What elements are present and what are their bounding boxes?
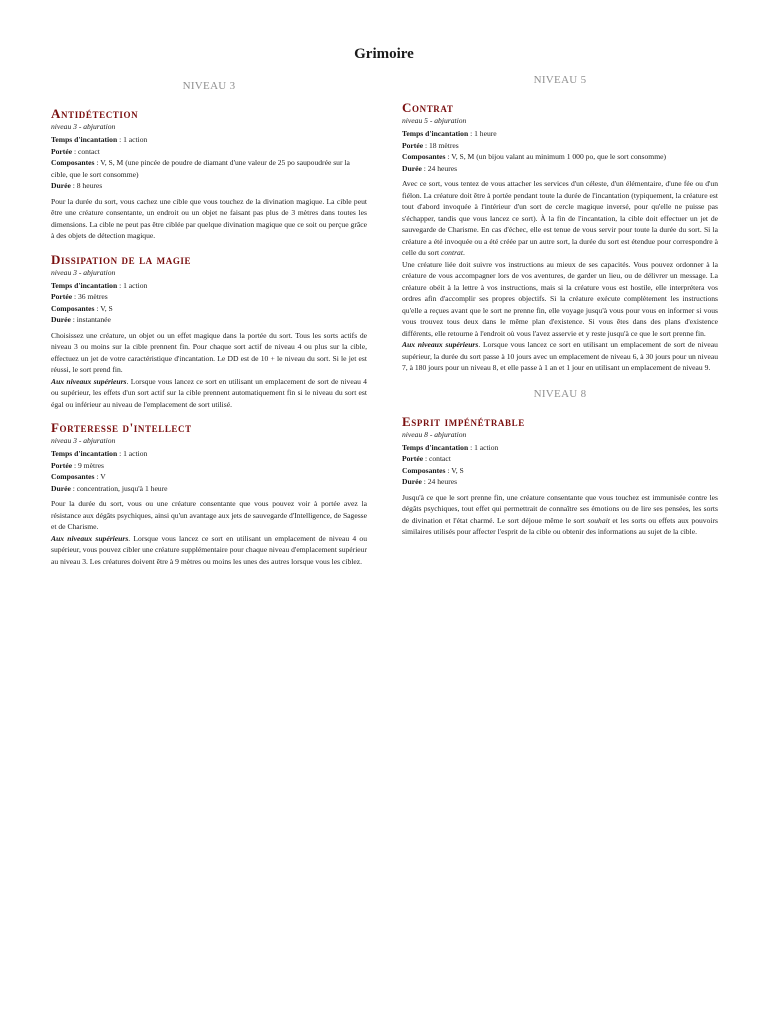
left-column xyxy=(51,74,367,577)
spell-entry xyxy=(51,252,367,411)
spell-school: niveau 5 - abjuration xyxy=(402,116,467,125)
spell-title: Forteresse d'intellect xyxy=(51,420,192,435)
components: Composantes : V xyxy=(51,472,106,481)
duration: Durée : instantanée xyxy=(51,315,111,324)
spell-entry xyxy=(402,100,718,374)
spell-title: Esprit impénétrable xyxy=(402,413,525,429)
components: Composantes : V, S, M (une pincée de poudre de diamant d'une valeur de 25 po saupoudrée sur la cible, que le sort consomme) xyxy=(51,158,350,179)
components: Composantes : V, S xyxy=(51,303,113,313)
spell-description: Jusqu'à ce que le sort prenne fin, une créature consentante que vous touchez est immunisée contre les dégâts psychiques, tout effet qui permettrait de connaître ses émotions ou de lire ses pensées, les sorts de divination et l'état charmé. Le sort déjoue même le sort souhait et les sorts ou effets aux pouvoirs similaires utilisés pour affecter l'esprit de la cible ou obtenir des informations au sujet de la cible. xyxy=(402,492,718,536)
range: Portée : 18 mètres xyxy=(402,140,459,150)
range: Portée : 9 mètres xyxy=(51,460,104,470)
spell-school: niveau 3 - abjuration xyxy=(51,267,116,277)
spell-description: Choisissez une créature, un objet ou un effet magique dans la portée du sort. Tous les sorts actifs de niveau 3 ou moins sur la cible prennent fin. Pour chaque sort actif de niveau 4 ou plus sur la cible, effectuez un jet de votre caractéristique d'incantation. Le DD est de 10 + le niveau du sort. Si le jet est réussi, le sort prend fin. Aux niveaux supérieurs. Lorsque vous lancez ce sort en utilisant un emplacement de sort de niveau 4 ou supérieur, les effets d'un sort actif sur la cible prennent automatiquement fin si le niveau du sort est égal ou inférieur au niveau de l'emplacement de sort utilisé. xyxy=(51,330,367,409)
spell-title: Dissipation de la magie xyxy=(51,251,192,267)
spell-title: Contrat xyxy=(402,100,454,115)
spell-title: Antidétection xyxy=(51,106,139,121)
higher-levels: Aux niveaux supérieurs. Lorsque vous lancez ce sort en utilisant un emplacement de sort de niveau 4 ou supérieur, les effets d'un sort actif sur la cible prennent automatiquement fin si le niveau du sort est égal ou inférieur au niveau de l'emplacement de sort utilisé. xyxy=(51,376,367,409)
level-heading: NIVEAU 3 xyxy=(182,80,236,92)
page-title: Grimoire xyxy=(354,46,414,62)
casting-time: Temps d'incantation : 1 action xyxy=(402,442,499,452)
duration: Durée : concentration, jusqu'à 1 heure xyxy=(51,483,168,493)
range: Portée : contact xyxy=(51,146,100,156)
spell-description: Avec ce sort, vous tentez de vous attacher les services d'un céleste, d'un élémentaire, d'une fée ou d'un fiélon. La créature doit être à portée pendant toute la durée de l'incantation (typiquement, la créature est tout d'abord invoquée à l'intérieur d'un sort de cercle magique inversé, pour qu'elle ne puisse pas s'échapper, tandis que vous lancez ce sort). À la fin de l'incantation, la cible doit effectuer un jet de sauvegarde de Charisme. En cas d'échec, elle est tenue de vous servir pour toute la durée du sort. Si la créature a été invoquée ou a été créée par un autre sort, la durée du sort est étendue pour correspondre à celle du sort contrat. Une créature liée doit suivre vos instructions au mieux de ses capacités. Vous pouvez ordonner à la créature de vous accompagner lors de vos aventures, de garder un lieu, ou de délivrer un message. La créature obéit à la lettre à vos instructions, mais si la créature vous est hostile, elle interprétera vos ordres afin d'accomplir ses propres objectifs. Si la créature exécute complètement les instructions qu'elle a reçues avant que le sort ne prenne fin, elle voyage jusqu'à vous pour vous en informer si vous vous trouvez tous deux dans le même plan d'existence. Si vous êtes dans des plans d'existence différents, elle retourne à l'endroit où vous l'avez asservie et y reste jusqu'à ce que le sort prenne fin. Aux niveaux supérieurs. Lorsque vous lancez ce sort en utilisant un emplacement de sort de niveau supérieur, la durée du sort passe à 10 jours avec un emplacement de niveau 6, à 30 jours pour un niveau 7, à 180 jours pour un niveau 8, et elle passe à 1 an et 1 jour en utilisant un emplacement de niveau 9. xyxy=(402,179,718,372)
duration: Durée : 24 heures xyxy=(402,477,458,486)
level-heading: NIVEAU 5 xyxy=(533,74,587,86)
higher-levels: Aux niveaux supérieurs. Lorsque vous lancez ce sort en utilisant un emplacement de sort de niveau supérieur, la durée du sort passe à 10 jours avec un emplacement de niveau 6, à 30 jours pour un niveau 7, à 180 jours pour un niveau 8, et elle passe à 1 an et 1 jour en utilisant un emplacement de niveau 9. xyxy=(402,340,718,372)
higher-levels: Aux niveaux supérieurs. Lorsque vous lancez ce sort en utilisant un emplacement de niveau 4 ou supérieur, vous pouvez cibler une créature supplémentaire pour chaque niveau d'emplacement supérieur au niveau 3. Les créatures doivent être à 9 mètres ou moins les unes des autres lorsque vous les ciblez. xyxy=(51,533,367,566)
range: Portée : contact xyxy=(402,454,451,463)
spell-entry xyxy=(51,420,367,567)
spell-entry xyxy=(51,106,367,242)
duration: Durée : 24 heures xyxy=(402,163,458,173)
duration: Durée : 8 heures xyxy=(51,181,103,190)
level-heading: NIVEAU 8 xyxy=(533,387,587,400)
casting-time: Temps d'incantation : 1 action xyxy=(51,449,148,458)
spell-school: niveau 3 - abjuration xyxy=(51,436,116,445)
spell-school: niveau 8 - abjuration xyxy=(402,429,467,439)
spell-description: Pour la durée du sort, vous cachez une cible que vous touchez de la divination magique. La cible peut être une créature consentante, un endroit ou un objet ne faisant pas plus de 3 mètres dans toutes les dimensions. La cible ne peut pas être ciblée par quelque divination magique que ce soit ou perçue grâce à des objets de détection magique. xyxy=(51,196,367,240)
casting-time: Temps d'incantation : 1 heure xyxy=(402,129,497,138)
casting-time: Temps d'incantation : 1 action xyxy=(51,280,148,290)
components: Composantes : V, S xyxy=(402,465,464,475)
casting-time: Temps d'incantation : 1 action xyxy=(51,135,148,144)
spell-entry xyxy=(402,414,718,538)
right-column xyxy=(402,74,718,548)
components: Composantes : V, S, M (un bijou valant au minimum 1 000 po, que le sort consomme) xyxy=(402,152,667,161)
spell-school: niveau 3 - abjuration xyxy=(51,122,116,131)
range: Portée : 36 mètres xyxy=(51,292,108,301)
spell-description: Pour la durée du sort, vous ou une créature consentante que vous pouvez voir à portée avez la résistance aux dégâts psychiques, ainsi qu'un avantage aux jets de sauvegarde d'Intelligence, de Sagesse et de Charisme. Aux niveaux supérieurs. Lorsque vous lancez ce sort en utilisant un emplacement de niveau 4 ou supérieur, vous pouvez cibler une créature supplémentaire pour chaque niveau d'emplacement supérieur au niveau 3. Les créatures doivent être à 9 mètres ou moins les unes des autres lorsque vous les ciblez. xyxy=(51,499,367,566)
